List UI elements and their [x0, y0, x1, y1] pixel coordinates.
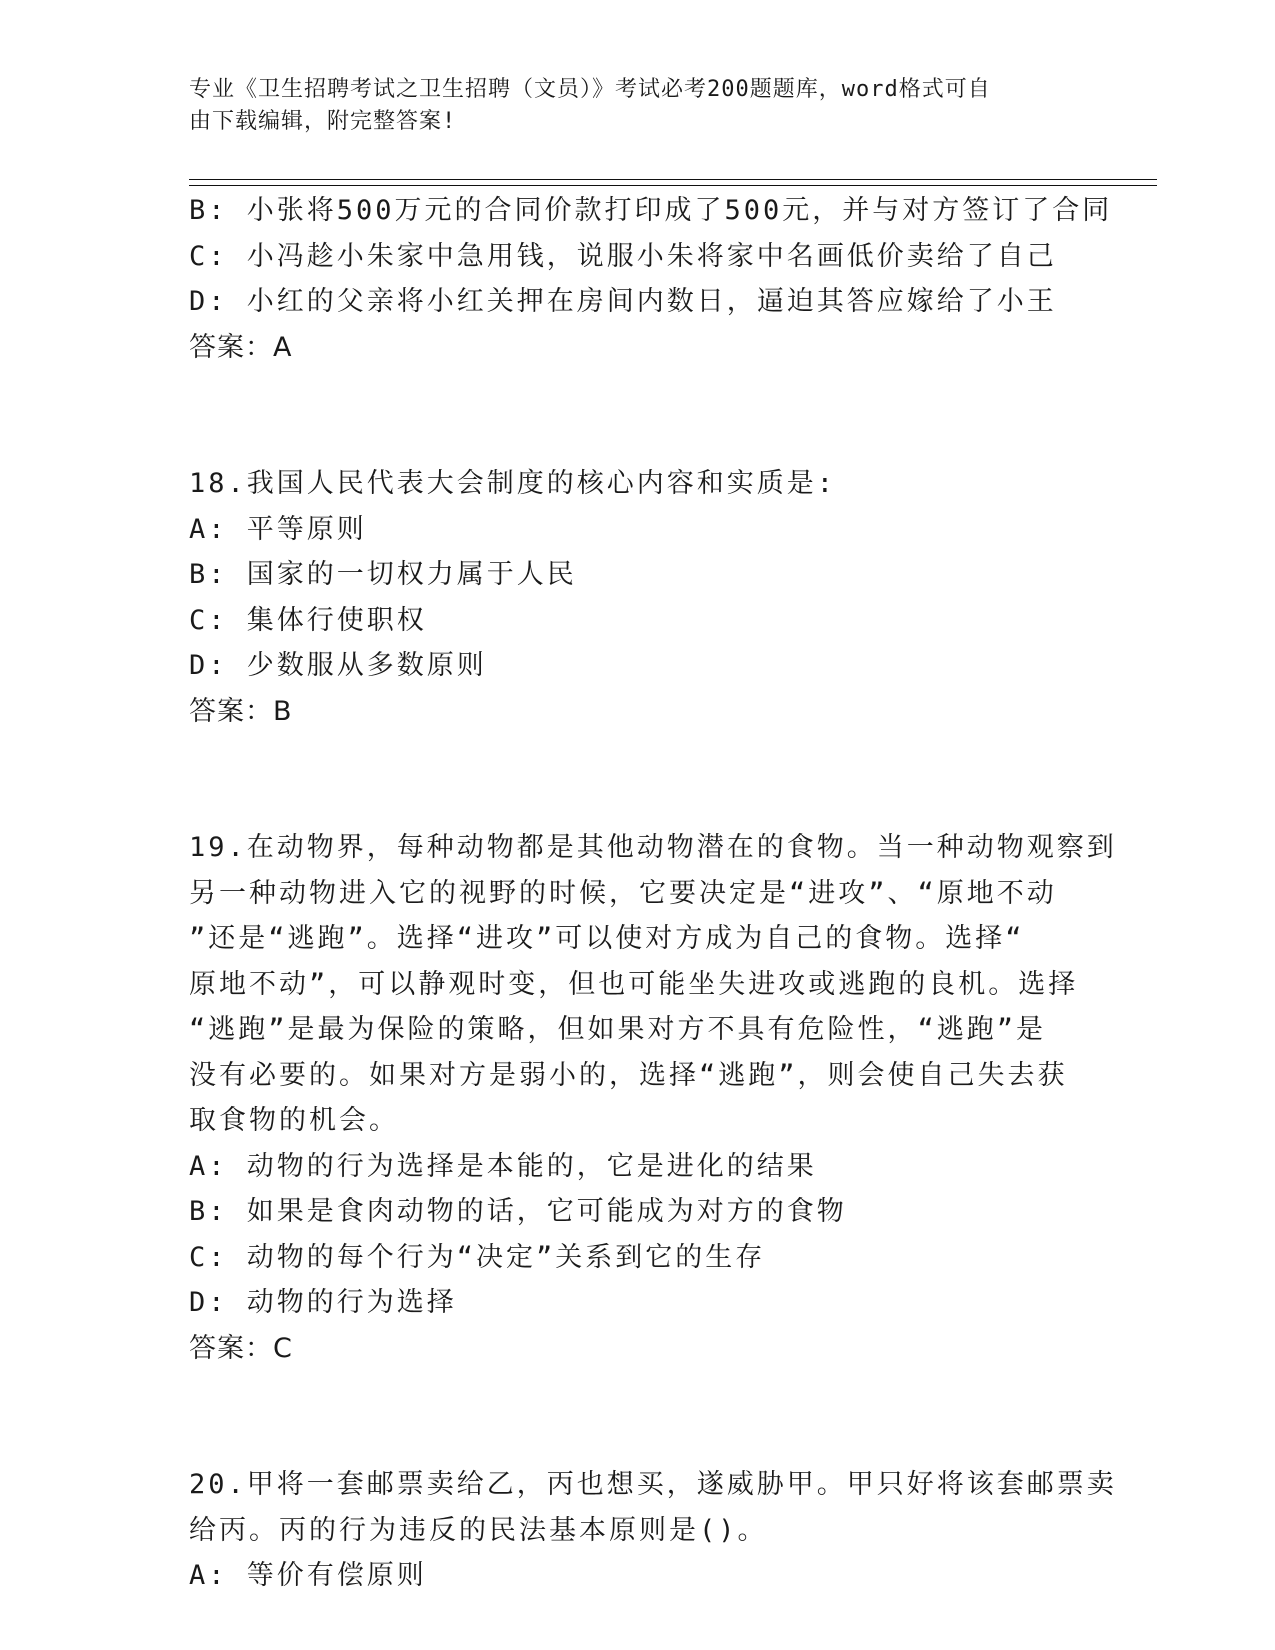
question-17-tail [189, 188, 1113, 370]
answer: 答案：B [189, 695, 293, 727]
option-d: D: 小红的父亲将小红关押在房间内数日，逼迫其答应嫁给了小王 [189, 286, 1057, 317]
question-stem-line: 20.甲将一套邮票卖给乙，丙也想买，遂威胁甲。甲只好将该套邮票卖 [189, 1469, 1117, 1500]
question-stem-line: 给丙。丙的行为违反的民法基本原则是()。 [189, 1514, 768, 1546]
question-stem-line: 另一种动物进入它的视野的时候，它要决定是“进攻”、“原地不动 [189, 877, 1057, 909]
answer: 答案：C [189, 1332, 293, 1364]
question-20 [189, 1462, 1117, 1599]
header-title-line-2: 由下载编辑，附完整答案! [189, 109, 457, 134]
question-stem-line: 19.在动物界，每种动物都是其他动物潜在的食物。当一种动物观察到 [189, 832, 1117, 863]
spacer [189, 734, 1089, 825]
option-a: A: 动物的行为选择是本能的，它是进化的结果 [189, 1150, 817, 1182]
option-a: A: 平等原则 [189, 513, 367, 545]
option-c: C: 小冯趁小朱家中急用钱，说服小朱将家中名画低价卖给了自己 [189, 240, 1057, 272]
question-stem-line: 没有必要的。如果对方是弱小的，选择“逃跑”，则会使自己失去获 [189, 1059, 1068, 1091]
question-stem-line: ”还是“逃跑”。选择“进攻”可以使对方成为自己的食物。选择“ [189, 923, 1025, 954]
header-divider-top [189, 179, 1157, 180]
question-stem-line: 取食物的机会。 [189, 1105, 399, 1136]
question-stem-line: 原地不动”，可以静观时变，但也可能坐失进攻或逃跑的良机。选择 [189, 968, 1079, 1000]
question-19 [189, 825, 1117, 1371]
question-stem-line: “逃跑”是最为保险的策略，但如果对方不具有危险性，“逃跑”是 [189, 1014, 1047, 1045]
answer: 答案：A [189, 331, 293, 363]
question-18 [189, 461, 1089, 734]
document-body [189, 188, 1117, 1599]
header-title-line-1: 专业《卫生招聘考试之卫生招聘（文员）》考试必考200题题库，word格式可自 [189, 77, 991, 102]
question-stem: 18.我国人民代表大会制度的核心内容和实质是: [189, 468, 837, 499]
option-d: D: 动物的行为选择 [189, 1287, 457, 1318]
option-b: B: 如果是食肉动物的话，它可能成为对方的食物 [189, 1196, 847, 1227]
option-c: C: 集体行使职权 [189, 604, 427, 636]
header-divider-bottom [189, 185, 1157, 186]
option-b: B: 国家的一切权力属于人民 [189, 559, 577, 590]
option-b: B: 小张将500万元的合同价款打印成了500元，并与对方签订了合同 [189, 195, 1113, 226]
option-d: D: 少数服从多数原则 [189, 650, 487, 681]
option-c: C: 动物的每个行为“决定”关系到它的生存 [189, 1241, 766, 1273]
spacer [189, 1371, 1089, 1462]
spacer [189, 370, 1089, 461]
document-header [189, 74, 1069, 138]
option-a: A: 等价有偿原则 [189, 1560, 427, 1591]
